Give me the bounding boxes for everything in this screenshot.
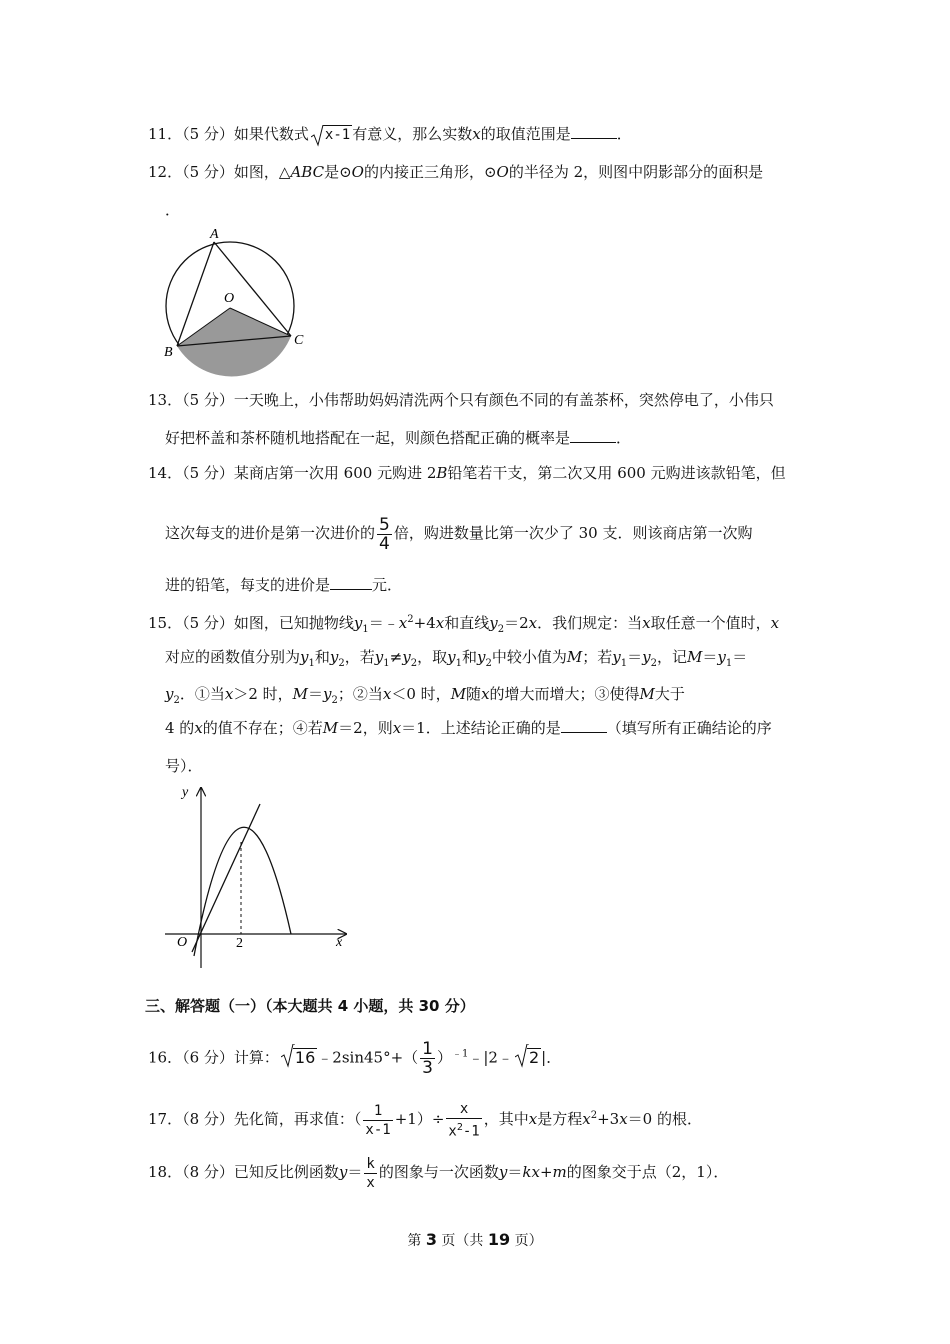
- q15-sub: 1: [383, 658, 390, 669]
- q14-score: （5 分）: [182, 464, 234, 482]
- q11-line: [148, 124, 632, 145]
- q12-text-a: 如图，△: [233, 163, 291, 181]
- q17-text-d: 是方程: [537, 1110, 583, 1128]
- q15-text: 随: [466, 685, 482, 703]
- q16-text-a: 计算：: [233, 1048, 279, 1067]
- q14-line1: [148, 463, 786, 483]
- q17-text-a: 先化简，再求值：（: [233, 1110, 362, 1128]
- q15-text: 和直线: [444, 614, 490, 632]
- q16-frac-denominator: 3: [422, 1058, 433, 1078]
- q16-text-b: ﹣2sin45°+（: [317, 1048, 419, 1067]
- q17-text-f: ＝0 的根．: [627, 1110, 702, 1128]
- q15-sub: 1: [362, 624, 369, 635]
- q15-text: 的值不存在；④若: [202, 719, 323, 737]
- q18-text-d: 的图象交于点（2，1）．: [566, 1163, 729, 1181]
- q15-sub: 1: [620, 658, 628, 669]
- q13-answer-blank: [570, 428, 616, 443]
- q11-var-x: x: [472, 125, 481, 143]
- q15-text: 和: [461, 648, 477, 666]
- q15-text: ＞2 时，: [233, 685, 293, 703]
- q17-fraction-1: [363, 1102, 392, 1139]
- q15-text: ＝2: [504, 614, 529, 632]
- q15-y: y: [165, 685, 174, 703]
- q14-text-1a: 某商店第一次用 600 元购进 2: [233, 464, 437, 482]
- q11-number: 11．: [148, 125, 183, 143]
- label-a: A: [210, 227, 219, 242]
- q15-m: M: [322, 719, 339, 737]
- q17-frac2-den-exp: 2: [456, 1121, 463, 1133]
- q15-x: x: [224, 685, 234, 703]
- q15-y: y: [374, 648, 384, 666]
- q15-sub: 1: [725, 658, 733, 669]
- q15-line5: [165, 756, 203, 776]
- q12-circle-figure: [158, 226, 318, 378]
- q15-text: 对应的函数值分别为: [165, 648, 301, 666]
- q15-text: ＝: [702, 648, 718, 666]
- q14-answer-blank: [330, 575, 372, 590]
- q15-text: ，记: [656, 648, 687, 666]
- q15-y: y: [353, 614, 363, 632]
- q15-sub: 2: [338, 658, 345, 669]
- q15-text: ．①当: [179, 685, 225, 703]
- section-3-heading: [145, 996, 475, 1016]
- q16-exponent: ﹣1: [451, 1048, 469, 1060]
- q14-frac-denominator: 4: [379, 533, 390, 554]
- q17-score: （8 分）: [182, 1110, 234, 1128]
- footer-total-pages: 19: [487, 1230, 511, 1249]
- q16-text-c: ）: [436, 1048, 452, 1067]
- shaded-region: [177, 308, 291, 376]
- q12-text-b: 是⊙: [324, 163, 352, 181]
- q15-text: ；若: [582, 648, 613, 666]
- q12-text-d: 的半径为 2，则图中阴影部分的面积是: [508, 163, 764, 181]
- q17-x: x: [619, 1110, 628, 1128]
- q18-y: y: [498, 1163, 508, 1181]
- q11-text-c: 的取值范围是: [480, 125, 571, 143]
- label-origin: O: [177, 935, 188, 950]
- q15-sub: 1: [455, 658, 462, 669]
- q15-y: y: [476, 648, 486, 666]
- q15-text: ，取: [417, 648, 448, 666]
- q15-line1: [148, 610, 779, 640]
- q15-x: x: [770, 614, 780, 632]
- q13-line2: [165, 428, 631, 448]
- q15-y: y: [489, 614, 498, 632]
- q14-line3: [165, 575, 402, 595]
- q18-text-b: 的图象与一次函数: [378, 1163, 499, 1181]
- q13-score: （5 分）: [182, 391, 234, 409]
- q15-text: 4 的: [165, 719, 195, 737]
- q11-text: 如果代数式: [233, 125, 309, 143]
- q15-text-5: 号）．: [165, 757, 203, 775]
- q17-frac1-denominator: x-1: [365, 1121, 391, 1138]
- label-y: y: [182, 785, 189, 800]
- q17-frac2-den-x: x: [448, 1123, 457, 1140]
- q17-frac2-denominator: [446, 1119, 481, 1141]
- q15-sup: 2: [407, 614, 414, 625]
- q18-number: 18．: [148, 1163, 183, 1181]
- q15-x: x: [392, 719, 402, 737]
- q15-graph-figure: [160, 780, 356, 976]
- q15-text: （填写所有正确结论的序: [606, 719, 772, 737]
- q15-text: 中较小值为: [491, 648, 567, 666]
- q15-y: y: [447, 648, 456, 666]
- q16-number: 16．: [148, 1048, 183, 1067]
- q12-abc: ABC: [290, 163, 325, 181]
- q13-number: 13．: [148, 391, 183, 409]
- q15-sub: 2: [497, 624, 505, 635]
- q18-m: m: [552, 1163, 567, 1181]
- q15-text: 和: [314, 648, 330, 666]
- q16-score: （6 分）: [182, 1048, 234, 1067]
- q18-frac-numerator: k: [366, 1155, 375, 1172]
- q15-y: y: [300, 648, 309, 666]
- q16-frac-numerator: 1: [422, 1039, 433, 1059]
- q15-text: ；②当: [337, 685, 383, 703]
- q15-x: x: [481, 685, 490, 703]
- q15-x: x: [528, 614, 538, 632]
- q15-text: 取任意一个值时，: [650, 614, 771, 632]
- q15-sub: 2: [485, 658, 492, 669]
- q15-text: ＝: [732, 648, 748, 666]
- q15-number: 15．: [148, 614, 183, 632]
- q17-line: [148, 1094, 702, 1141]
- q17-x: x: [582, 1110, 591, 1128]
- q14-number: 14．: [148, 464, 183, 482]
- q12-end: ．: [165, 201, 181, 219]
- q17-frac2-numerator: x: [446, 1100, 481, 1119]
- q15-text: ＜0 时，: [391, 685, 451, 703]
- q15-text: +4: [413, 614, 436, 632]
- q15-text: ，若: [344, 648, 375, 666]
- q15-sub: 1: [308, 658, 315, 669]
- q17-fraction-2: [446, 1100, 481, 1141]
- q15-sub: 2: [410, 658, 418, 669]
- footer-middle: 页（共: [436, 1233, 488, 1249]
- page-footer: [0, 1230, 950, 1250]
- q17-number: 17．: [148, 1110, 183, 1128]
- q15-text: ＝2，则: [338, 719, 393, 737]
- q15-score: （5 分）: [182, 614, 234, 632]
- q11-sqrt: [311, 125, 352, 145]
- q14-text-2b: 倍，购进数量比第一次少了 30 支．则该商店第一次购: [393, 524, 753, 542]
- q15-y: y: [329, 648, 339, 666]
- q16-text-e: |．: [541, 1048, 562, 1067]
- q18-text-a: 已知反比例函数: [233, 1163, 339, 1181]
- q15-text: ≠: [389, 648, 403, 666]
- q15-sub: 2: [331, 695, 338, 706]
- q15-answer-blank: [561, 718, 607, 733]
- q18-eq: ＝: [347, 1163, 363, 1181]
- q18-line: [148, 1150, 728, 1194]
- q15-text: 如图，已知抛物线: [233, 614, 354, 632]
- q15-text: ＝: [627, 648, 643, 666]
- q16-line: [148, 1040, 561, 1077]
- q12-o1: O: [351, 163, 364, 181]
- line-y2: [192, 804, 260, 952]
- q12-line: [148, 162, 763, 182]
- q14-line2: [165, 512, 752, 554]
- q15-m: M: [686, 648, 703, 666]
- q11-score: （5 分）: [182, 125, 234, 143]
- q18-score: （8 分）: [182, 1163, 234, 1181]
- q13-text-2: 好把杯盖和茶杯随机地搭配在一起，则颜色搭配正确的概率是: [165, 429, 571, 447]
- q16-radicand-1: 16: [294, 1047, 316, 1067]
- footer-page-number: 3: [425, 1230, 437, 1249]
- footer-suffix: 页）: [510, 1233, 543, 1249]
- q17-text-c: ，其中: [483, 1110, 529, 1128]
- q17-text-e: +3: [597, 1110, 620, 1128]
- q14-text-3b: 元．: [372, 576, 403, 594]
- q18-text-c: ＝: [507, 1163, 523, 1181]
- q17-text-b: +1）÷: [394, 1110, 445, 1128]
- q14-frac-numerator: 5: [379, 514, 390, 535]
- q14-text-3a: 进的铅笔，每支的进价是: [165, 576, 331, 594]
- q16-fraction: [420, 1040, 435, 1077]
- q15-text: ＝: [308, 685, 324, 703]
- q15-text: ＝﹣: [368, 614, 399, 632]
- label-two: 2: [236, 936, 243, 951]
- q15-text: 的增大而增大；③使得: [489, 685, 640, 703]
- q15-line4: [165, 718, 772, 738]
- q13-end: ．: [616, 429, 632, 447]
- label-o: O: [224, 291, 235, 306]
- q18-fraction: [364, 1155, 376, 1192]
- q12-end-line: [165, 200, 180, 220]
- q11-end: ．: [616, 125, 632, 143]
- q15-sub: 2: [650, 658, 657, 669]
- q14-fraction: [377, 516, 392, 553]
- q14-text-1c: 铅笔若干支，第二次又用 600 元购进该款铅笔，但: [447, 464, 786, 482]
- q17-frac2-den-rest: -1: [462, 1123, 480, 1140]
- q15-text: 大于: [654, 685, 685, 703]
- q16-sqrt-2: [515, 1044, 541, 1072]
- q15-text: ．我们规定：当: [537, 614, 643, 632]
- q15-m: M: [292, 685, 309, 703]
- label-b: B: [164, 345, 173, 360]
- q12-o2: O: [496, 163, 509, 181]
- q15-x: x: [642, 614, 651, 632]
- section-3-title: 三、解答题（一）（本大题共 4 小题，共 30 分）: [145, 997, 475, 1015]
- q16-sqrt-16: [281, 1044, 317, 1072]
- q15-m: M: [639, 685, 655, 703]
- q15-x: x: [382, 685, 392, 703]
- q13-text-1: 一天晚上，小伟帮助妈妈清洗两个只有颜色不同的有盖茶杯，突然停电了，小伟只: [233, 391, 774, 409]
- q15-x: x: [194, 719, 203, 737]
- q15-y: y: [642, 648, 651, 666]
- q15-m: M: [450, 685, 467, 703]
- q16-text-d: ﹣|2﹣: [468, 1048, 513, 1067]
- label-c: C: [294, 333, 304, 348]
- q15-line3: [165, 684, 685, 711]
- q18-kx: kx: [522, 1163, 540, 1181]
- q14-text-1b: B: [436, 464, 448, 482]
- q11-radicand: x-1: [324, 127, 351, 143]
- label-x: x: [336, 935, 343, 950]
- q15-x: x: [398, 614, 408, 632]
- q11-text-b: 有意义，那么实数: [352, 125, 473, 143]
- q15-y: y: [612, 648, 621, 666]
- q12-number: 12．: [148, 163, 183, 181]
- q18-y: y: [338, 1163, 348, 1181]
- q15-y: y: [402, 648, 411, 666]
- q17-frac1-numerator: 1: [363, 1102, 392, 1121]
- q15-line2: [165, 647, 747, 674]
- footer-prefix: 第: [407, 1233, 426, 1249]
- q12-text-c: 的内接正三角形，⊙: [363, 163, 497, 181]
- q15-x: x: [435, 614, 445, 632]
- q15-sub: 2: [173, 695, 180, 706]
- q14-text-2a: 这次每支的进价是第一次进价的: [165, 524, 376, 542]
- q17-sup: 2: [590, 1110, 598, 1121]
- q18-plus: +: [539, 1163, 553, 1181]
- q15-y: y: [323, 685, 332, 703]
- q15-m: M: [566, 648, 583, 666]
- q13-line1: [148, 390, 774, 410]
- q12-score: （5 分）: [182, 163, 234, 181]
- q18-frac-denominator: x: [366, 1174, 375, 1191]
- q16-radicand-2: 2: [528, 1047, 540, 1067]
- q11-answer-blank: [571, 124, 617, 139]
- q15-text: ＝1．上述结论正确的是: [401, 719, 561, 737]
- q15-y: y: [717, 648, 726, 666]
- q17-x: x: [528, 1110, 538, 1128]
